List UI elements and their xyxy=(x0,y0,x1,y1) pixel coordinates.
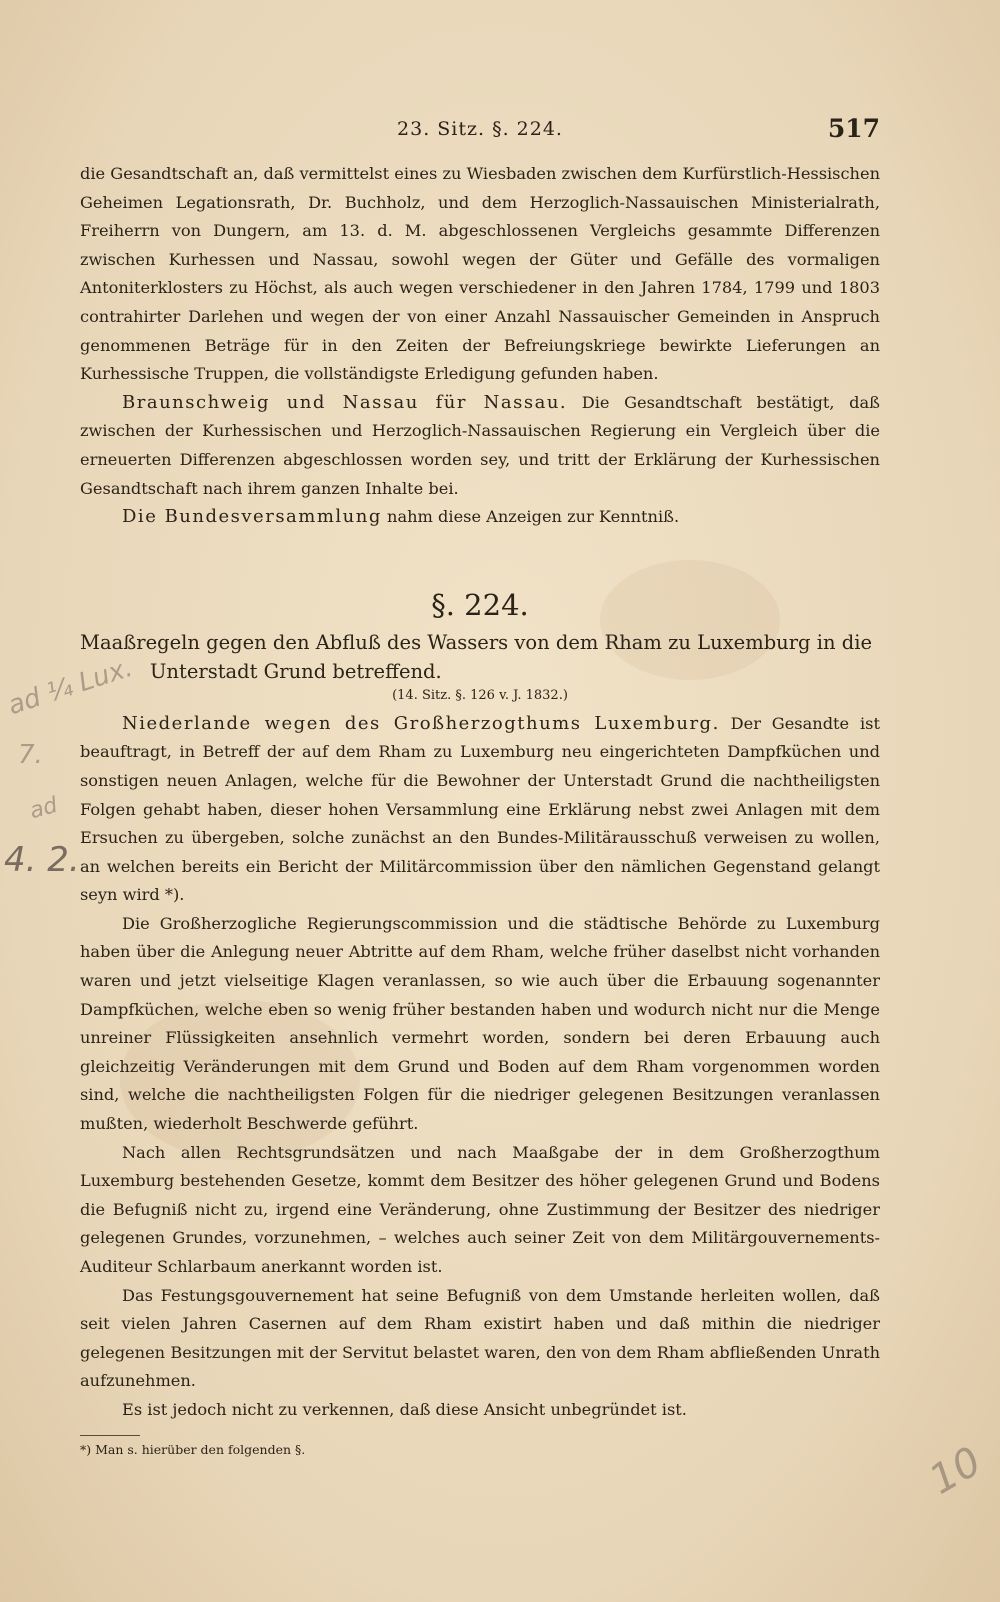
paragraph: Es ist jedoch nicht zu verkennen, daß diese Ansicht unbegründet ist. xyxy=(122,1399,687,1419)
section-title xyxy=(80,628,880,686)
section-title-line: Maaßregeln gegen den Abfluß des Wassers von dem Rham zu Luxemburg in die xyxy=(80,630,872,654)
paragraph-lead: Braunschweig und Nassau für Nassau. xyxy=(122,391,568,413)
pencil-annotation: 10 xyxy=(921,1438,989,1504)
page-number: 517 xyxy=(827,114,880,143)
paragraph-text: nahm diese Anzeigen zur Kenntniß. xyxy=(381,507,680,527)
paragraph-lead: Die Bundesversammlung xyxy=(122,506,382,528)
section-number: §. 224. xyxy=(431,587,529,622)
pencil-annotation: 4. 2. xyxy=(4,840,80,880)
footnote: *) Man s. hierüber den folgenden §. xyxy=(80,1441,306,1457)
page-header xyxy=(80,114,880,148)
paragraph-text: Die Gesandtschaft bestätigt, daß zwischen der Kurhessischen und Herzoglich-Nassauischen Regierung ein Vergleich über die erneuerten Differenzen abgeschlossen worden sey, und tritt der Erklärung der Kurhessischen Gesandtschaft nach ihrem ganzen Inhalte bei. xyxy=(80,392,880,498)
section-reference: (14. Sitz. §. 126 v. J. 1832.) xyxy=(392,687,568,703)
paragraph: Das Festungsgouvernement hat seine Befugniß von dem Umstande herleiten wollen, daß seit vielen Jahren Casernen auf dem Rham existirt haben und daß mithin die niedriger gelegenen Besitzungen mit der Servitut belastet waren, den von dem Rham abfließenden Unrath aufzunehmen. xyxy=(80,1285,880,1391)
paragraph-text: Der Gesandte ist beauftragt, in Betreff der auf dem Rham zu Luxemburg neu eingerichteten Dampfküchen und sonstigen neuen Anlagen, welche für die Bewohner der Unterstadt Grund die nachtheiligsten Folgen gehabt haben, dieser hohen Versammlung eine Erklärung nebst zwei Anlagen mit dem Ersuchen zu übergeben, solche zunächst an den Bundes-Militärausschuß verweisen zu wollen, an welchen bereits ein Bericht der Militärcommission über den nämlichen Gegenstand gelangt seyn wird *). xyxy=(80,713,880,905)
paragraph-lead: Niederlande wegen des Großherzogthums Luxemburg. xyxy=(122,712,720,734)
paragraph xyxy=(80,710,880,910)
footnote-rule xyxy=(80,1435,140,1436)
paragraph: Nach allen Rechtsgrundsätzen und nach Maaßgabe der in dem Großherzogthum Luxemburg bestehenden Gesetze, kommt dem Besitzer des höher gelegenen Grund und Bodens die Befugniß nicht zu, irgend eine Veränderung, ohne Zustimmung der Besitzer des niedriger gelegenen Grundes, vorzunehmen, – welches auch seiner Zeit von dem Militärgouvernements-Auditeur Schlarbaum anerkannt worden ist. xyxy=(80,1142,880,1276)
pencil-annotation: ad ¼ Lux. xyxy=(4,652,137,722)
page-body xyxy=(80,160,880,1460)
section-title-line: Unterstadt Grund betreffend. xyxy=(150,659,442,683)
paragraph xyxy=(80,503,880,532)
pencil-annotation: ad xyxy=(27,792,61,825)
paragraph: Die Großherzogliche Regierungscommission und die städtische Behörde zu Luxemburg haben über die Anlegung neuer Abtritte auf dem Rham, welche früher daselbst nicht vorhanden waren und jetzt vielseitige Klagen veranlassen, so wie auch über die Erbauung sogenannter Dampfküchen, welche eben so wenig früher bestanden haben und wodurch nicht nur die Menge unreiner Flüssigkeiten ansehnlich vermehrt worden, sondern bei deren Erbauung auch gleichzeitig Veränderungen mit dem Grund und Boden auf dem Rham vorgenommen worden sind, welche die nachtheiligsten Folgen für die niedriger gelegenen Besitzungen veranlassen mußten, wiederholt Beschwerde geführt. xyxy=(80,913,880,1134)
running-head: 23. Sitz. §. 224. xyxy=(397,118,563,140)
pencil-annotation: 7. xyxy=(18,740,43,770)
paragraph: die Gesandtschaft an, daß vermittelst eines zu Wiesbaden zwischen dem Kurfürstlich-Hessischen Geheimen Legationsrath, Dr. Buchholz, und dem Herzoglich-Nassauischen Ministerialrath, Freiherrn von Dungern, am 13. d. M. abgeschlossenen Vergleichs gesammte Differenzen zwischen Kurhessen und Nassau, sowohl wegen der Güter und Gefälle des vormaligen Antoniterklosters zu Höchst, als auch wegen verschiedener in den Jahren 1784, 1799 und 1803 contrahirter Darlehen und wegen der von einer Anzahl Nassauischer Gemeinden in Anspruch genommenen Beträge für in den Zeiten der Befreiungskriege bewirkte Lieferungen an Kurhessische Truppen, die vollständigste Erledigung gefunden haben. xyxy=(80,164,880,384)
paragraph xyxy=(80,389,880,503)
